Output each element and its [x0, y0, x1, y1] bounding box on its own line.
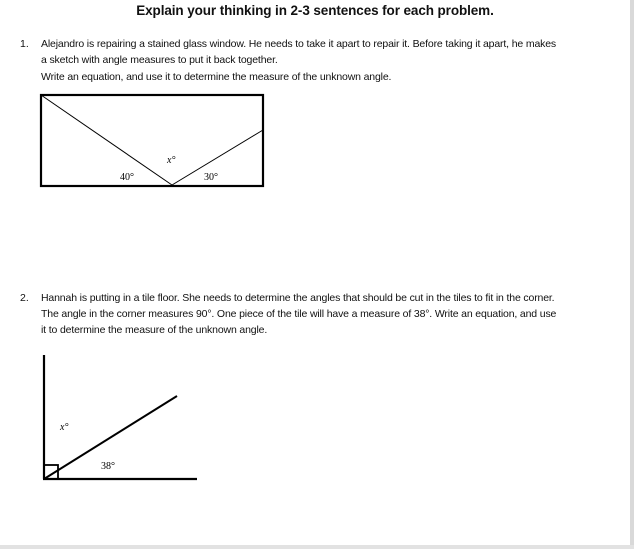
- corner-angle-unknown-label: x°: [60, 422, 69, 433]
- problem-2-text-line-1: Hannah is putting in a tile floor. She needs to determine the angles that should be cut in the tiles to fit in the corner.: [41, 292, 555, 304]
- problem-1-text-line-2: a sketch with angle measures to put it back together.: [41, 54, 278, 66]
- window-angle-30-label: 30°: [204, 172, 218, 183]
- window-angle-40-label: 40°: [120, 172, 134, 183]
- problem-1-text-line-1: Alejandro is repairing a stained glass window. He needs to take it apart to repair it. Before taking it apart, he makes: [41, 38, 557, 50]
- problem-2-text-line-2: The angle in the corner measures 90°. One piece of the tile will have a measure of 38°. Write an equation, and use: [41, 308, 557, 320]
- window-frame: [41, 95, 263, 186]
- problem-2-text-line-3: it to determine the measure of the unknown angle.: [41, 324, 268, 336]
- window-figure: [41, 95, 263, 186]
- corner-angle-38-label: 38°: [101, 461, 115, 472]
- page-title: Explain your thinking in 2-3 sentences for each problem.: [136, 3, 494, 18]
- problem-2-number: 2.: [20, 292, 29, 304]
- window-left-diagonal: [41, 95, 172, 185]
- tile-corner-figure: [43, 355, 197, 479]
- problem-1-instruction: Write an equation, and use it to determine the measure of the unknown angle.: [41, 71, 392, 83]
- problem-1-number: 1.: [20, 38, 29, 50]
- window-angle-unknown-label: x°: [167, 155, 176, 166]
